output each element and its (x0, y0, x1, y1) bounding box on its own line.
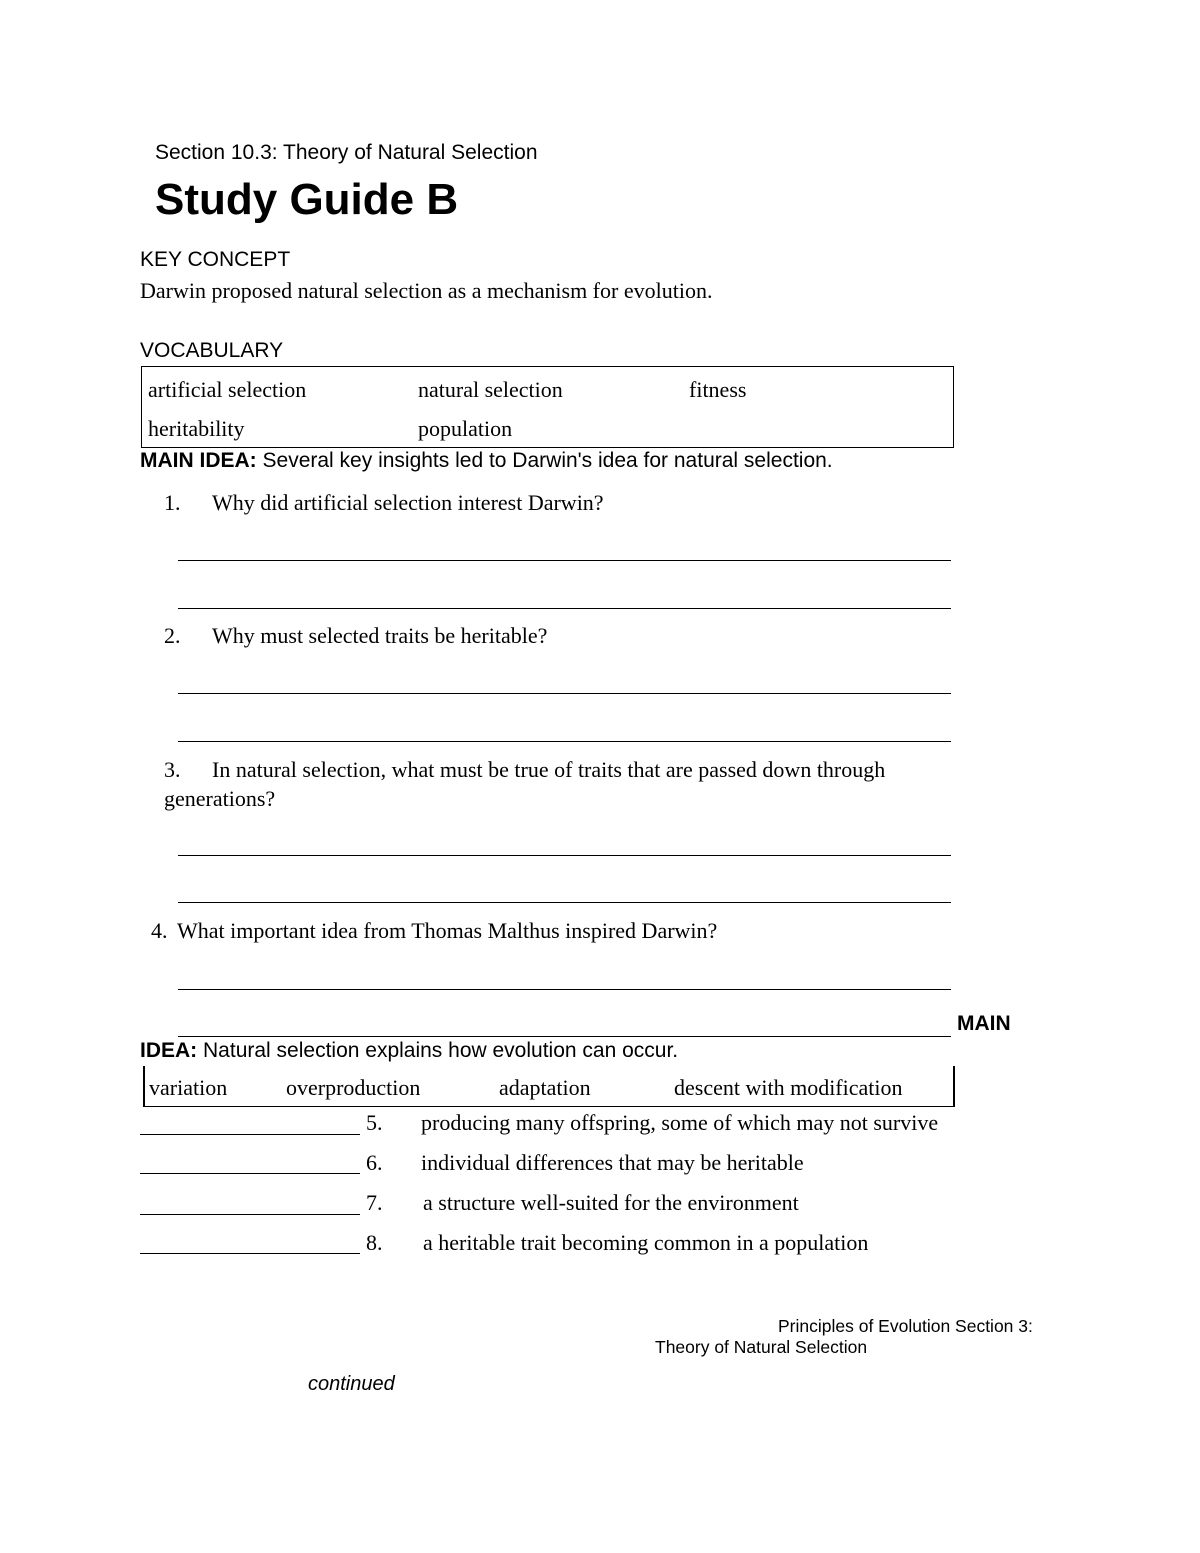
item-number: 8. (366, 1230, 383, 1255)
answer-line[interactable] (178, 560, 951, 561)
continued-label: continued (308, 1373, 395, 1395)
question-text: Why did artificial selection interest Darwin? (212, 490, 604, 515)
answer-line[interactable] (178, 693, 951, 694)
vocab-word: artificial selection (148, 377, 307, 402)
page-title: Study Guide B (155, 175, 459, 224)
vocabulary-label: VOCABULARY (140, 339, 284, 362)
answer-line[interactable] (178, 1036, 951, 1037)
question-text: In natural selection, what must be true of traits that are passed down through (212, 757, 886, 782)
main-idea-1 (140, 449, 833, 473)
answer-line[interactable] (178, 902, 951, 903)
item-text: a heritable trait becoming common in a population (423, 1230, 869, 1255)
section-heading: Section 10.3: Theory of Natural Selection (155, 141, 538, 164)
question-number: 4. (151, 918, 168, 943)
item-text: a structure well-suited for the environment (423, 1190, 799, 1215)
question-number: 1. (164, 490, 181, 515)
vocab-word: fitness (689, 377, 747, 402)
answer-blank[interactable] (140, 1134, 360, 1135)
question-text: What important idea from Thomas Malthus inspired Darwin? (177, 918, 718, 943)
main-idea-2-text: Natural selection explains how evolution can occur. (203, 1039, 679, 1062)
vocab-word: heritability (148, 416, 245, 441)
question-number: 2. (164, 623, 181, 648)
word-bank-item: overproduction (286, 1075, 421, 1100)
footer-line-1: Principles of Evolution Section 3: (778, 1316, 1033, 1336)
answer-line[interactable] (178, 989, 951, 990)
item-number: 7. (366, 1190, 383, 1215)
key-concept-text: Darwin proposed natural selection as a mechanism for evolution. (140, 278, 713, 303)
main-idea-2-label-part2: IDEA: (140, 1039, 198, 1062)
item-number: 5. (366, 1110, 383, 1135)
answer-line[interactable] (178, 855, 951, 856)
main-idea-2-label-part1: MAIN (957, 1012, 1011, 1035)
vocab-word: natural selection (418, 377, 563, 402)
question-text-continued: generations? (164, 786, 276, 811)
item-text: individual differences that may be heritable (421, 1150, 804, 1175)
footer-line-2: Theory of Natural Selection (655, 1337, 868, 1357)
answer-line[interactable] (178, 608, 951, 609)
question-text: Why must selected traits be heritable? (212, 623, 548, 648)
main-idea-text: Several key insights led to Darwin's idea for natural selection. (262, 449, 833, 472)
key-concept-label: KEY CONCEPT (140, 248, 291, 271)
question-number: 3. (164, 757, 181, 782)
item-number: 6. (366, 1150, 383, 1175)
word-bank-item: descent with modification (674, 1075, 903, 1100)
answer-line[interactable] (178, 741, 951, 742)
word-bank-item: adaptation (499, 1075, 591, 1100)
answer-blank[interactable] (140, 1253, 360, 1254)
vocab-word: population (418, 416, 513, 441)
main-idea-label: MAIN IDEA: (140, 449, 257, 472)
answer-blank[interactable] (140, 1214, 360, 1215)
word-bank (143, 1066, 955, 1107)
main-idea-2 (140, 1039, 678, 1063)
vocabulary-box (141, 366, 954, 448)
answer-blank[interactable] (140, 1173, 360, 1174)
item-text: producing many offspring, some of which may not survive (421, 1110, 939, 1135)
word-bank-item: variation (149, 1075, 228, 1100)
